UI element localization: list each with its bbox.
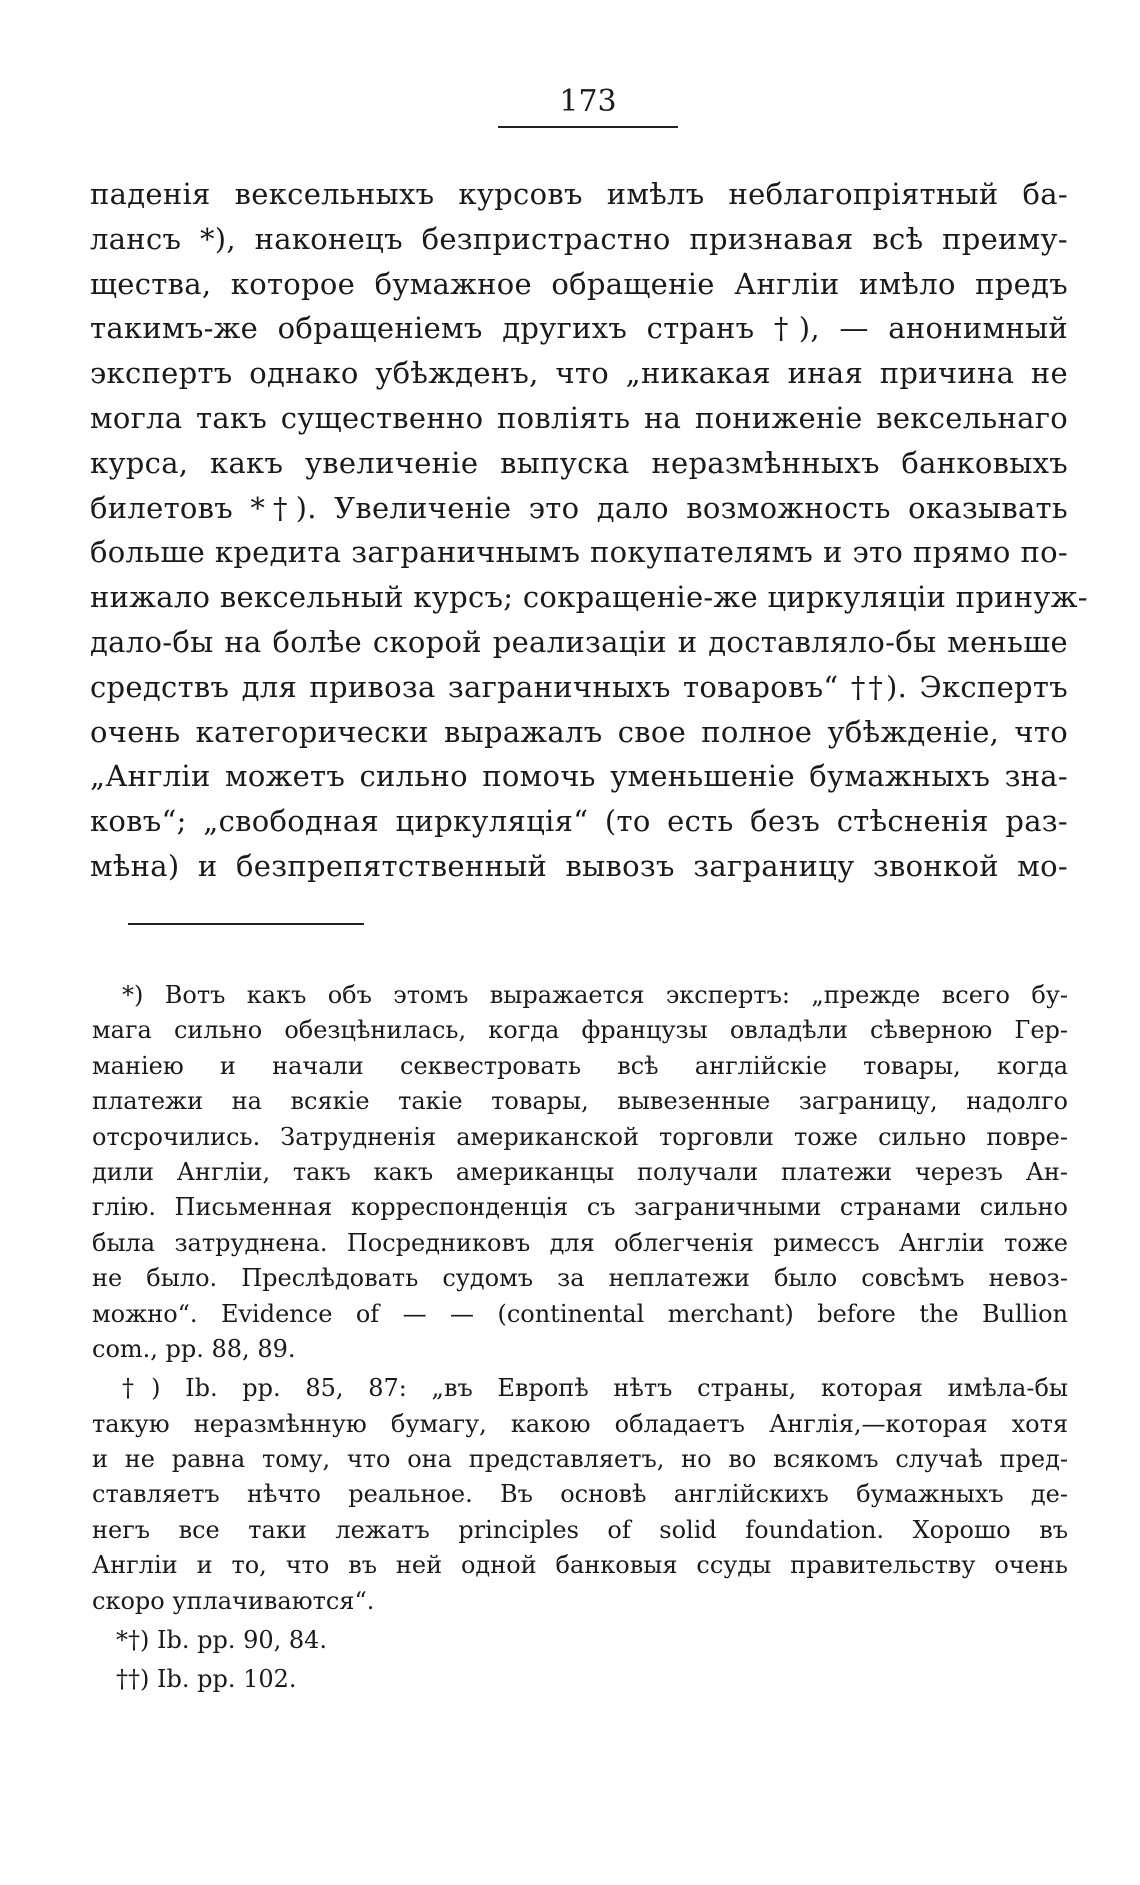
page-number: 173 — [559, 84, 617, 119]
footnote-line: глію. Письменная корреспонденція съ заграничными странами сильно — [92, 1193, 1068, 1222]
footnote-line: и не равна тому, что она представляетъ, но во всякомъ случаѣ пред- — [92, 1445, 1068, 1474]
text-line: щества, которое бумажное обращеніе Англіи имѣло предъ — [90, 266, 1068, 301]
footnote-line: можно“. Evidence of — — (continental merchant) before the Bullion — [92, 1299, 1068, 1328]
footnote-line: дили Англіи, такъ какъ американцы получали платежи черезъ Ан- — [92, 1157, 1068, 1186]
text-line: экспертъ однако убѣжденъ, что „никакая иная причина не — [90, 356, 1068, 391]
footnote-4: ††) Ib. pp. 102. — [116, 1665, 297, 1694]
footnote-line: негъ все таки лежатъ principles of solid foundation. Хорошо въ — [92, 1515, 1068, 1544]
text-line: такимъ-же обращеніемъ другихъ странъ †), — анонимный — [90, 311, 1068, 346]
footnote-line: платежи на всякіе такіе товары, вывезенные заграницу, надолго — [92, 1087, 1068, 1116]
footnote-line: маніею и начали секвестровать всѣ англійскіе товары, когда — [92, 1051, 1068, 1080]
footnote-2 — [92, 1371, 1068, 1619]
text-line: ковъ“; „свободная циркуляція“ (то есть безъ стѣсненія раз- — [90, 804, 1068, 839]
footnote-line: Англіи и то, что въ ней одной банковыя ссуды правительству очень — [92, 1551, 1068, 1580]
footnote-line: *) Вотъ какъ объ этомъ выражается экспертъ: „прежде всего бу- — [122, 981, 1068, 1009]
text-line: очень категорически выражалъ свое полное убѣжденіе, что — [90, 714, 1068, 749]
text-line: билетовъ *†). Увеличеніе это дало возможность оказывать — [90, 490, 1068, 525]
footnote-line: не было. Преслѣдовать судомъ за неплатежи было совсѣмъ невоз- — [92, 1264, 1068, 1293]
footnote-line: com., pp. 88, 89. — [92, 1334, 296, 1363]
text-line: дало-бы на болѣе скорой реализаціи и доставляло-бы меньше — [90, 624, 1068, 659]
text-line: лансъ *), наконецъ безпристрастно признавая всѣ преиму- — [90, 221, 1068, 256]
text-line: средствъ для привоза заграничныхъ товаровъ“ ††). Экспертъ — [90, 669, 1068, 704]
text-line: паденія вексельныхъ курсовъ имѣлъ неблагопріятный ба- — [90, 177, 1068, 211]
main-text — [90, 172, 1088, 889]
footnote-line: отсрочились. Затрудненія американской торговли тоже сильно повре- — [92, 1122, 1068, 1151]
footnote-1 — [92, 978, 1068, 1367]
text-line: нижало вексельный курсъ; сокращеніе-же циркуляціи принуж- — [90, 580, 1088, 615]
footnote-line: †) Ib. pp. 85, 87: „въ Европѣ нѣтъ страны, которая имѣла-бы — [122, 1374, 1068, 1403]
footnote-line: была затруднена. Посредниковъ для облегченія римессъ Англіи тоже — [92, 1228, 1068, 1257]
text-line: курса, какъ увеличеніе выпуска неразмѣнныхъ банковыхъ — [90, 445, 1068, 480]
footnote-rule — [128, 923, 364, 925]
text-line: могла такъ существенно повліять на пониженіе вексельнаго — [90, 400, 1068, 435]
text-line: „Англіи можетъ сильно помочь уменьшеніе бумажныхъ зна- — [90, 759, 1068, 794]
footnote-line: скоро уплачиваются“. — [92, 1586, 375, 1615]
footnote-line: такую неразмѣнную бумагу, какою обладаетъ Англія,—которая хотя — [92, 1409, 1068, 1438]
footnote-line: мага сильно обезцѣнилась, когда французы овладѣли сѣверною Гер- — [92, 1016, 1068, 1045]
text-line: больше кредита заграничнымъ покупателямъ и это прямо по- — [90, 535, 1068, 570]
text-line: мѣна) и безпрепятственный вывозъ заграницу звонкой мо- — [90, 848, 1068, 883]
footnote-3: *†) Ib. pp. 90, 84. — [116, 1626, 328, 1655]
header-rule — [498, 126, 678, 128]
footnotes — [92, 978, 1068, 1698]
footnote-line: ставляетъ нѣчто реальное. Въ основѣ англійскихъ бумажныхъ де- — [92, 1480, 1068, 1509]
